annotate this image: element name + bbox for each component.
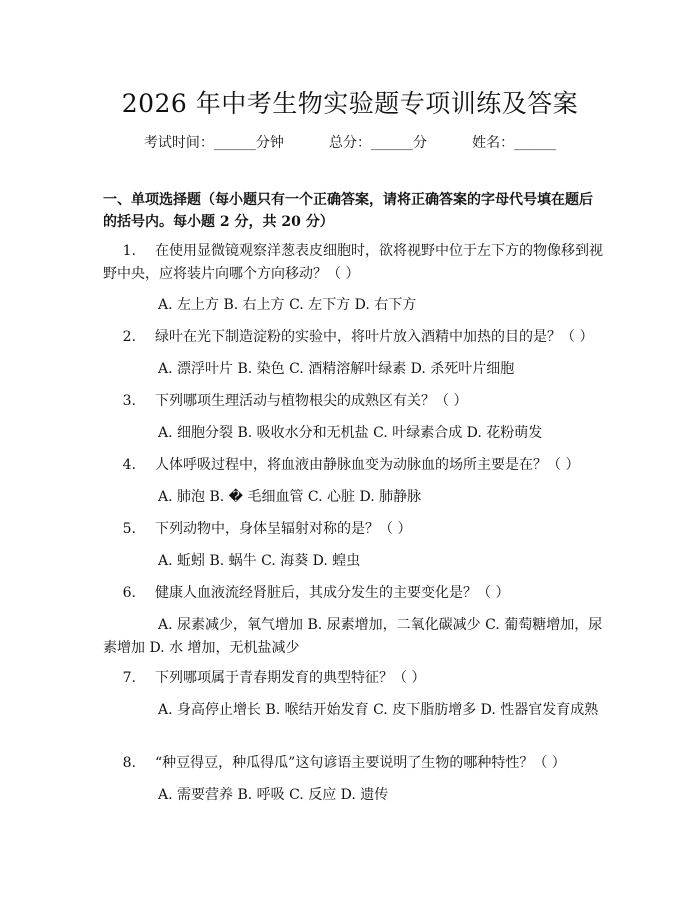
total-score-field: 总分：______分 — [329, 135, 427, 151]
question-text: 绿叶在光下制造淀粉的实验中，将叶片放入酒精中加热的目的是？（ ） — [155, 329, 594, 345]
exam-meta — [0, 132, 700, 152]
question-text: 下列动物中，身体呈辐射对称的是？（ ） — [155, 521, 412, 537]
options-text: A. 身高停止增长 B. 喉结开始发育 C. 皮下脂肪增多 D. 性器官发育成熟 — [158, 702, 599, 718]
question-7 — [103, 667, 603, 690]
question-5-options — [103, 550, 603, 573]
name-field: 姓名：______ — [472, 135, 557, 151]
question-2 — [103, 326, 603, 349]
question-2-options — [103, 358, 603, 381]
question-number: 8. — [122, 755, 136, 771]
question-5 — [103, 518, 603, 541]
options-text: A. 左上方 B. 右上方 C. 左下方 D. 右下方 — [158, 297, 417, 313]
question-number: 3. — [122, 393, 136, 409]
options-text: A. 肺泡 B. � 毛细血管 C. 心脏 D. 肺静脉 — [158, 489, 422, 505]
question-number: 6. — [122, 585, 136, 601]
section-heading: 一、单项选择题（每小题只有一个正确答案，请将正确答案的字母代号填在题后的括号内。每小题 2 分，共 20 分） — [103, 192, 593, 230]
question-4-options — [103, 486, 603, 509]
question-1-options — [103, 294, 603, 317]
options-text: A. 蚯蚓 B. 蜗牛 C. 海葵 D. 蝗虫 — [158, 553, 361, 569]
question-text: 下列哪项生理活动与植物根尖的成熟区有关？（ ） — [155, 393, 468, 409]
question-number: 1. — [122, 243, 136, 259]
question-8 — [103, 752, 603, 775]
question-6 — [103, 582, 603, 605]
question-number: 4. — [122, 457, 136, 473]
options-text: A. 尿素减少，氧气增加 B. 尿素增加，二氧化碳减少 C. 葡萄糖增加，尿素增加 D. 水 增加，无机盐减少 — [103, 617, 603, 656]
question-number: 7. — [122, 670, 136, 686]
question-text: 人体呼吸过程中，将血液由静脉血变为动脉血的场所主要是在？（ ） — [155, 457, 580, 473]
question-text: 下列哪项属于青春期发育的典型特征？（ ） — [155, 670, 426, 686]
question-7-options — [103, 699, 603, 722]
options-text: A. 漂浮叶片 B. 染色 C. 酒精溶解叶绿素 D. 杀死叶片细胞 — [158, 361, 515, 377]
question-4 — [103, 454, 603, 477]
question-text: 健康人血液流经肾脏后，其成分发生的主要变化是？（ ） — [155, 585, 510, 601]
question-1 — [103, 240, 603, 286]
question-text: “种豆得豆，种瓜得瓜”这句谚语主要说明了生物的哪种特性？（ ） — [155, 755, 566, 771]
question-8-options — [103, 784, 603, 807]
question-3 — [103, 390, 603, 413]
question-number: 2. — [122, 329, 136, 345]
options-text: A. 细胞分裂 B. 吸收水分和无机盐 C. 叶绿素合成 D. 花粉萌发 — [158, 425, 543, 441]
question-text: 在使用显微镜观察洋葱表皮细胞时，欲将视野中位于左下方的物像移到视野中央，应将装片向哪个方向移动？（ ） — [103, 243, 603, 282]
question-6-options — [103, 614, 603, 660]
options-text: A. 需要营养 B. 呼吸 C. 反应 D. 遗传 — [158, 787, 389, 803]
page-title: 2026 年中考生物实验题专项训练及答案 — [121, 89, 579, 118]
question-3-options — [103, 422, 603, 445]
question-number: 5. — [122, 521, 136, 537]
exam-time-field: 考试时间：______分钟 — [143, 135, 284, 151]
